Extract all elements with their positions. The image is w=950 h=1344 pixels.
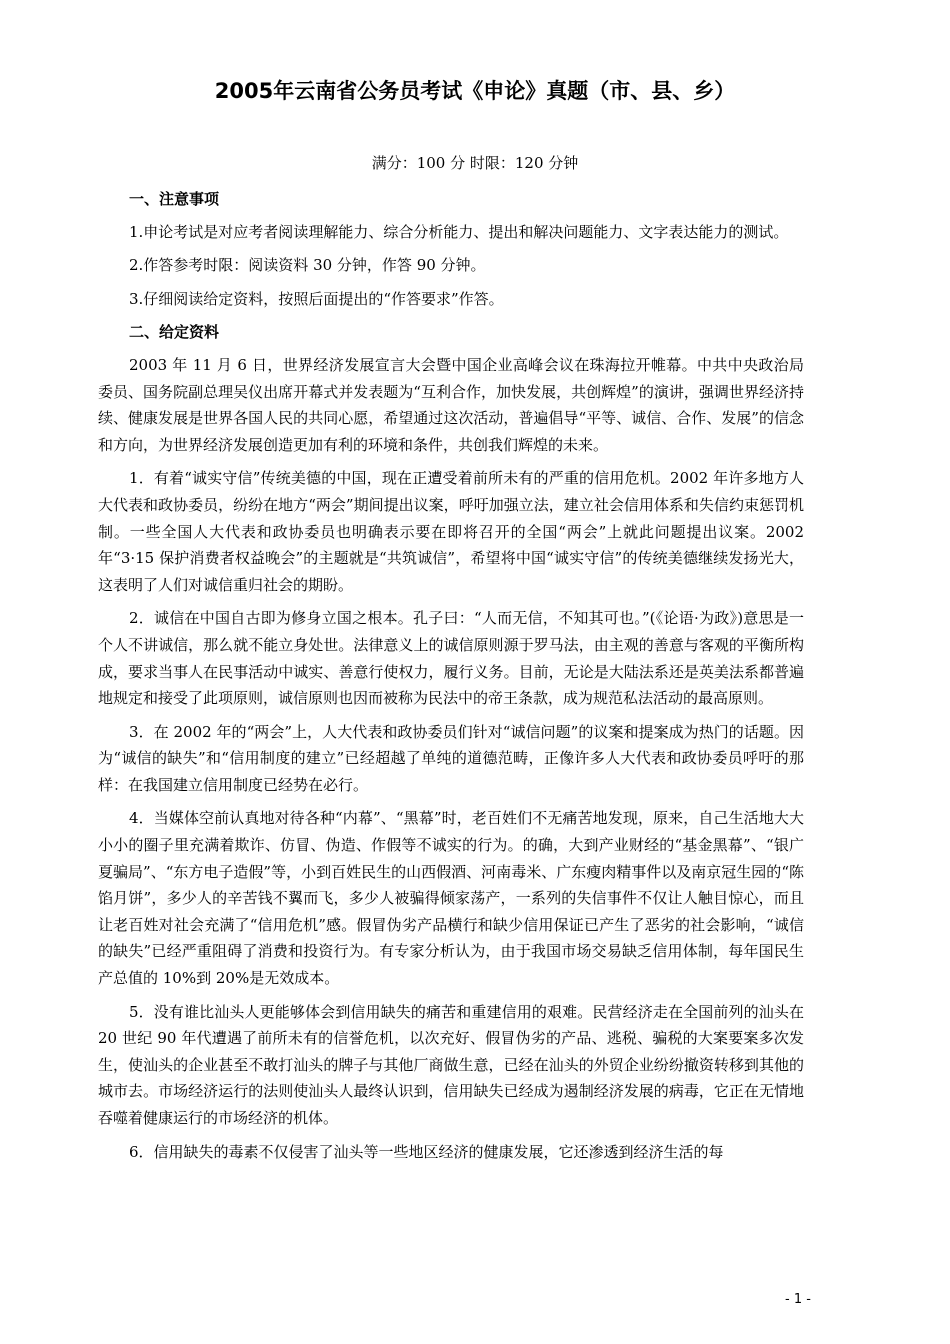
document-title: 2005年云南省公务员考试《申论》真题（市、县、乡）	[214, 79, 736, 103]
section-heading-materials: 二、给定资料	[129, 323, 220, 342]
notice-item: 3.仔细阅读给定资料，按照后面提出的“作答要求”作答。	[129, 289, 504, 308]
material-paragraph-3: 3．在 2002 年的“两会”上，人大代表和政协委员们针对“诚信问题”的议案和提案成为热门的话题。因为“诚信的缺失”和“信用制度的建立”已经超越了单纯的道德范畴，正像许多人大代表和政协委员呼吁的那样：在我国建立信用制度已经势在必行。	[98, 722, 804, 794]
material-paragraph-intro: 2003 年 11 月 6 日，世界经济发展宣言大会暨中国企业高峰会议在珠海拉开帷幕。中共中央政治局委员、国务院副总理吴仪出席开幕式并发表题为“互利合作，加快发展，共创辉煌”的演讲，强调世界经济持续、健康发展是世界各国人民的共同心愿，希望通过这次活动，普遍倡导“平等、诚信、合作、发展”的信念和方向，为世界经济发展创造更加有利的环境和条件，共创我们辉煌的未来。	[98, 355, 804, 454]
page-number: - 1 -	[785, 1292, 811, 1307]
material-paragraph-5: 5．没有谁比汕头人更能够体会到信用缺失的痛苦和重建信用的艰难。民营经济走在全国前列的汕头在 20 世纪 90 年代遭遇了前所未有的信誉危机，以次充好、假冒伪劣的产品、逃税、骗税的大案要案多次发生，使汕头的企业甚至不敢打汕头的牌子与其他厂商做生意，已经在汕头的外贸企业纷纷撤资转移到其他的城市去。市场经济运行的法则使汕头人最终认识到，信用缺失已经成为遏制经济发展的病毒，它正在无情地吞噬着健康运行的市场经济的机体。	[98, 1002, 804, 1127]
document-body	[98, 186, 804, 1172]
material-paragraph-4: 4．当媒体空前认真地对待各种“内幕”、“黑幕”时，老百姓们不无痛苦地发现，原来，自己生活地大大小小的圈子里充满着欺诈、仿冒、伪造、作假等不诚实的行为。的确，大到产业财经的“基金黑幕”、“银广夏骗局”、“东方电子造假”等，小到百姓民生的山西假酒、河南毒米、广东瘦肉精事件以及南京冠生园的“陈馅月饼”，多少人的辛苦钱不翼而飞，多少人被骗得倾家荡产，一系列的失信事件不仅让人触目惊心，而且让老百姓对社会充满了“信用危机”感。假冒伪劣产品横行和缺少信用保证已产生了恶劣的社会影响，“诚信的缺失”已经严重阻碍了消费和投资行为。有专家分析认为，由于我国市场交易缺乏信用体制，每年国民生产总值的 10%到 20%是无效成本。	[98, 809, 804, 988]
notice-item: 2.作答参考时限：阅读资料 30 分钟，作答 90 分钟。	[129, 256, 486, 275]
material-paragraph-2: 2．诚信在中国自古即为修身立国之根本。孔子曰：“人而无信，不知其可也。”(《论语·为政》)意思是一个人不讲诚信，那么就不能立身处世。法律意义上的诚信原则源于罗马法，由主观的善意与客观的平衡所构成，要求当事人在民事活动中诚实、善意行使权力，履行义务。目前，无论是大陆法系还是英美法系都普遍地规定和接受了此项原则，诚信原则也因而被称为民法中的帝王条款，成为规范私法活动的最高原则。	[98, 609, 804, 708]
section-heading-notice: 一、注意事项	[129, 190, 220, 208]
material-paragraph-1: 1．有着“诚实守信”传统美德的中国，现在正遭受着前所未有的严重的信用危机。2002 年许多地方人大代表和政协委员，纷纷在地方“两会”期间提出议案，呼吁加强立法，建立社会信用体系和失信约束惩罚机制。一些全国人大代表和政协委员也明确表示要在即将召开的全国“两会”上就此问题提出议案。2002 年“3·15 保护消费者权益晚会”的主题就是“共筑诚信”，希望将中国“诚实守信”的传统美德继续发扬光大，这表明了人们对诚信重归社会的期盼。	[98, 469, 804, 594]
notice-item: 1.申论考试是对应考者阅读理解能力、综合分析能力、提出和解决问题能力、文字表达能力的测试。	[129, 222, 789, 241]
score-time-limit: 满分：100 分 时限：120 分钟	[371, 154, 579, 172]
material-paragraph-6: 6．信用缺失的毒素不仅侵害了汕头等一些地区经济的健康发展，它还渗透到经济生活的每	[129, 1142, 724, 1161]
